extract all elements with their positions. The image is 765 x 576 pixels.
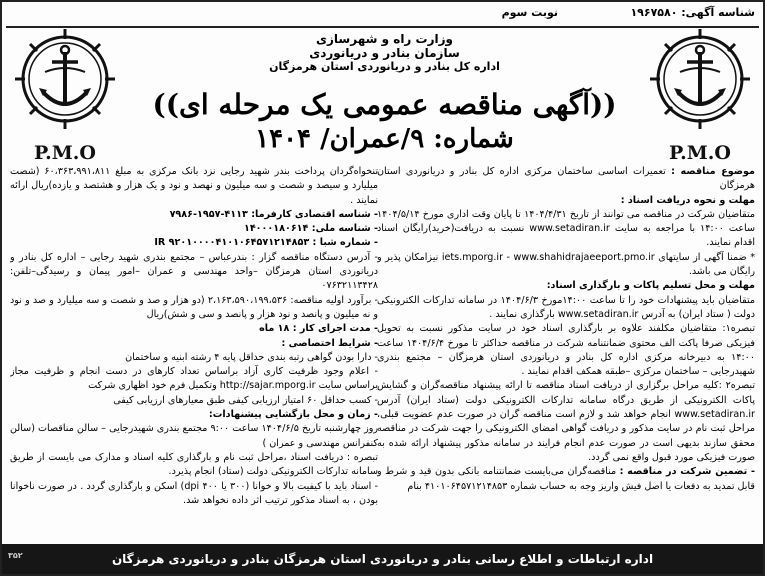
treasury-text: تنخواه‌گردان پرداخت بندر شهید رجایی نزد بانک مرکزی به مبلغ ۶۰،۳۶۳،۹۹۱،۸۱۱ (شصت میلیارد و سیصد و شصت و سه میلیون و نهصد و نود و یک هزار و هشتصد و یازده)ریال ارائه نمایند . bbox=[10, 166, 378, 206]
directorate-name: اداره کل بنادر و دریانوردی استان هرمزگان bbox=[269, 60, 500, 73]
note-1: تبصره۱: متقاضیان مکلفند علاوه بر بارگذاری اسناد خود در سایت مذکور نسبت به تحویل فیزیکی صرفا پاکت الف محتوی ضمانتنامه شرکت در مناقصه حداکثر تا مورخ ۱۴۰۴/۶/۴ ساعت ۱۴:۰۰ به دبیرخانه مرکزی اداره کل بنادر و دریانوردی استان هرمزگان – مجتمع بندری شهیدرجایی – ساختمان مرکزی –طبقه همکف اقدام نمایند . bbox=[377, 323, 755, 378]
anchor-emblem-icon bbox=[645, 24, 755, 142]
guarantee-paragraph bbox=[377, 465, 755, 494]
publication-turn: نوبت سوم bbox=[501, 6, 558, 19]
right-column bbox=[377, 165, 755, 539]
top-bar bbox=[2, 2, 763, 26]
left-column bbox=[10, 165, 378, 539]
condition-2: - اعلام وجود ظرفیت کاری آزاد براساس تعداد کارهای در دست انجام و ظرفیت مجاز براساس سایت http://sajar.mporg.ir وتکمیل فرم خود اظهاری شرکت bbox=[10, 366, 378, 392]
subject-label: موضوع مناقصه : bbox=[671, 166, 755, 177]
work-duration: - مدت اجرای کار : ۱۸ ماه bbox=[259, 323, 378, 335]
pmo-label-left: P.M.O bbox=[34, 142, 96, 164]
pmo-logo-left bbox=[10, 24, 120, 164]
opening-text: روز چهارشنبه تاریخ ۱۴۰۴/۶/۵ ساعت ۹:۰۰ مجتمع بندری شهیدرجایی – سالن مناقصات (سالن کنفرانس مهندسی و عمران ) bbox=[10, 423, 378, 449]
condition-3: - کسب حداقل ۶۰ امتیاز ارزیابی کیفی طبق معیارهای ارزیابی کیفی bbox=[113, 394, 378, 406]
footer-text: اداره ارتباطات و اطلاع رسانی بنادر و دریانوردی استان هرمزگان بنادر و دریانوردی هرمزگان bbox=[111, 552, 654, 566]
sites-text: * ضمنا آگهی از سایتهای iets.mporg.ir - www.shahidrajaeeport.pmo.ir نیزامکان پذیر و رایگان می باشد. bbox=[377, 251, 755, 278]
initial-estimate: - برآورد اولیه مناقصه: ۲،۱۶۳،۵۹۰،۱۹۹،۵۳۶ (دو هزار و صد و شصت و سه میلیارد و صد و نود و نه میلیون و پانصد و نود هزار و پانصد و سی و شش)ریال bbox=[10, 294, 378, 320]
economic-id: - شناسه اقتصادی کارفرما: ۴۱۱۳-۱۹۵۷-۷۹۸۶ bbox=[169, 208, 378, 220]
conditions-heading: - شرایط اختصاصی : bbox=[281, 337, 378, 349]
opening-heading: - زمان و محل بازگشایی پیشنهادات: bbox=[208, 409, 378, 421]
ad-number: شناسه آگهی: ۱۹۶۷۵۸۰ bbox=[630, 6, 755, 19]
ministry-name: وزارت راه و شهرسازی bbox=[316, 32, 453, 46]
subject-text: تعمیرات اساسی ساختمان مرکزی اداره کل بنادر و دریانوردی استان هرمزگان bbox=[377, 166, 755, 192]
guarantee-text: مناقصه‌گران می‌بایست ضمانتنامه بانکی بدون قید و شرط و قابل تمدید به دفعات یا اصل فیش واریز وجه به حساب شماره ۴۱۰۱۰۶۴۵۷۱۲۱۴۸۵۳ بنام bbox=[377, 466, 755, 492]
receive-heading: مهلت و نحوه دریافت اسناد : bbox=[620, 194, 755, 206]
page-number: ۳۵۲ bbox=[8, 551, 23, 560]
footer-banner bbox=[2, 544, 763, 574]
ad-title: ((آگهی مناقصه عمومی یک مرحله ای)) bbox=[152, 88, 617, 121]
deliver-heading: مهلت و محل تسلیم پاکات و بارگذاری اسناد: bbox=[546, 280, 755, 292]
pmo-label-right: P.M.O bbox=[669, 142, 731, 164]
pmo-logo-right bbox=[645, 24, 755, 164]
receive-text: متقاضیان شرکت در مناقصه می توانند از تاریخ ۱۴۰۴/۴/۳۱ تا پایان وقت اداری مورخ ۱۴۰۴/۵/۱۴ ساعت ۱۴:۰۰ با مراجعه به سایت www.setadiran.ir نسبت به دریافت(خرید)رایگان اسناد اقدام نمایند. bbox=[377, 208, 755, 249]
organization-name: سازمان بنادر و دریانوردی bbox=[309, 46, 460, 60]
guarantee-heading: - تضمین شرکت در مناقصه : bbox=[619, 466, 755, 478]
subject-paragraph bbox=[377, 165, 755, 194]
condition-1: - دارا بودن گواهی رتبه بندی حداقل پایه ۴ رشته ابنیه و ساختمان bbox=[125, 351, 378, 363]
registration-note: تبصره : دریافت اسناد ،مراحل ثبت نام و بارگذاری کلیه اسناد و مدارک می بایست از طریق سامانه تدارکات الکترونیکی دولت (ستاد) انجام پذیرد. bbox=[10, 451, 378, 478]
deliver-text: متقاضیان باید پیشنهادات خود را تا ساعت ۱۴:۰۰مورخ ۱۴۰۴/۶/۳ در سامانه تدارکات الکترونیکی دولت ( ستاد ایران) به آدرس www.setadiran.ir بارگذاری نمایند . bbox=[377, 294, 755, 320]
tender-address: - آدرس دستگاه مناقصه گزار : بندرعباس – مجتمع بندری شهید رجایی – اداره کل بنادر و دریانوردی استان هرمزگان –واحد مهندسی و عمران –امور پیمان و رسیدگی–تلفن: ۰۷۶۳۲۱۱۳۴۲۸ bbox=[10, 251, 378, 292]
anchor-emblem-icon bbox=[10, 24, 120, 142]
scan-note: - اسناد باید با کیفیت بالا و خوانا (۳۰۰ یا ۴۰۰ dpi) اسکن و بارگذاری گردد . در صورت ناخوانا بودن ، به اسناد مذکور ترتیب اثر داده نخواهد شد. bbox=[10, 480, 378, 506]
note-2: تبصره۲ :کلیه مراحل برگزاری از دریافت اسناد مناقصه تا ارائه پیشنهاد مناقصه‌گران و گشایش پاکات الکترونیکی از طریق درگاه سامانه تدارکات الکترونیکی دولت (ستاد ایران) آدرس www.setadiran.ir انجام خواهد شد و لازم است مناقصه گران در صورت عدم عضویت قبلی، مراحل ثبت نام در سایت مذکور و دریافت گواهی امضای الکترونیکی را جهت شرکت در مناقصه محقق سازند بدیهی است در صورت عدم انجام فرایند در سامانه مذکور پیشنهاد ارائه شده به صورت فیزیکی مورد قبول واقع نمی گردد. bbox=[377, 380, 755, 463]
national-id: - شناسه ملی: ۱۴۰۰۰۱۸۰۶۱۴ bbox=[243, 223, 378, 235]
tender-number: شماره: ۹/عمران/ ۱۴۰۴ bbox=[255, 124, 514, 154]
sheba-number: - شماره شبا : IR ۹۲۰۱۰۰۰۰۴۱۰۱۰۶۴۵۷۱۲۱۴۸۵۳ bbox=[154, 237, 378, 249]
